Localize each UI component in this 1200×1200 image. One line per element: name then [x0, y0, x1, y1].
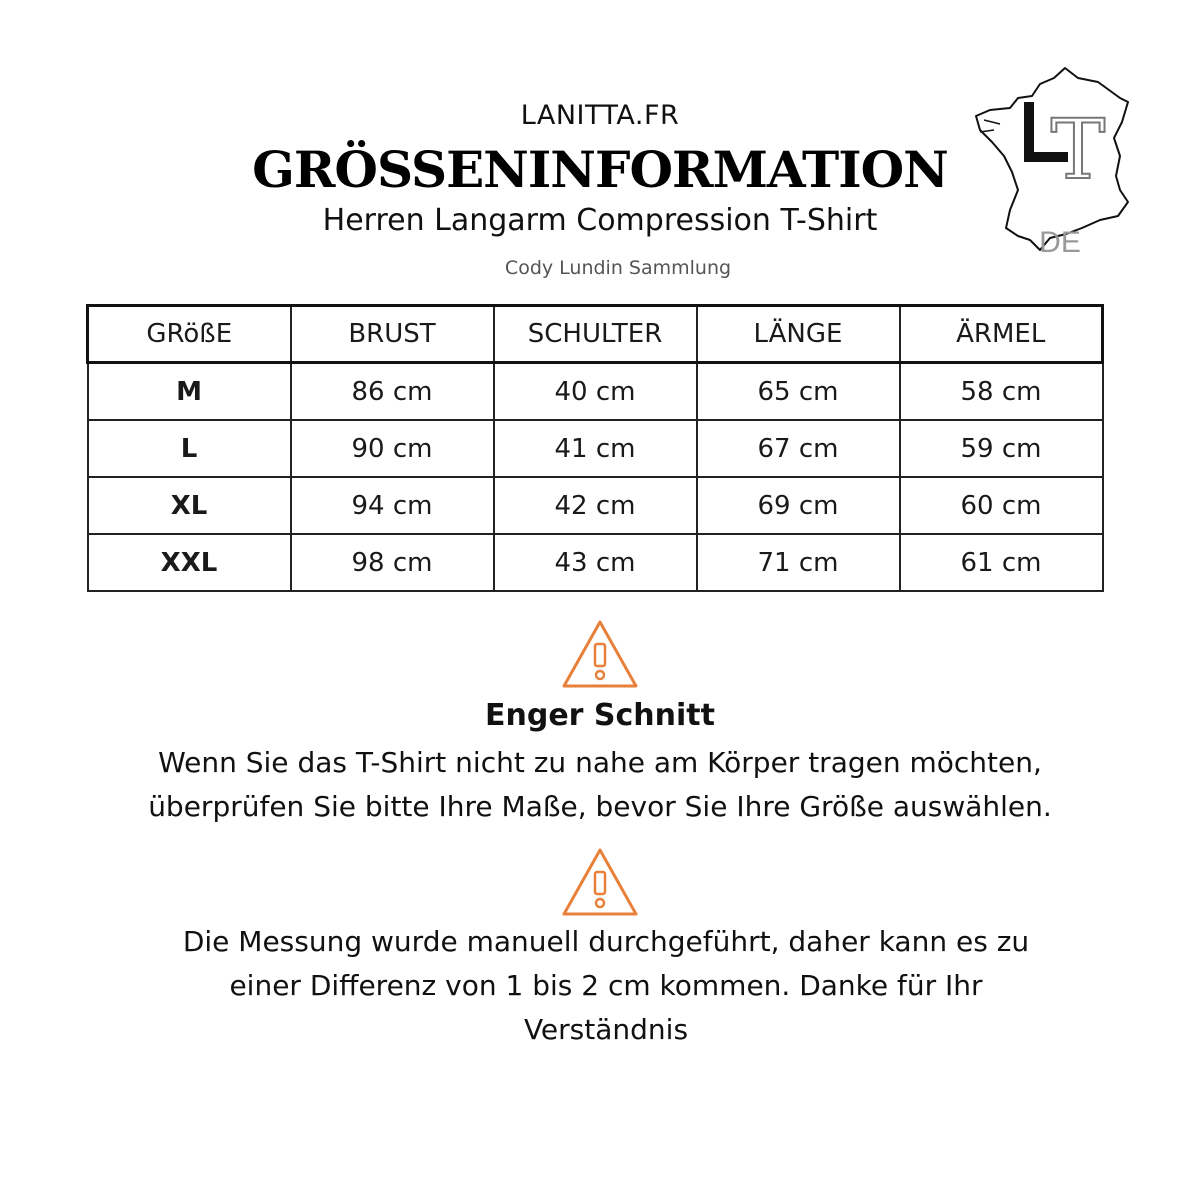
size-cell: M	[88, 363, 291, 421]
warning-triangle-icon	[560, 846, 640, 918]
fit-notice-line: Wenn Sie das T-Shirt nicht zu nahe am Körper tragen möchten,	[158, 746, 1042, 779]
header-size: GRößE	[88, 306, 291, 363]
table-row	[88, 477, 1103, 534]
site-name: LANITTA.FR	[520, 100, 680, 131]
header-sleeve: ÄRMEL	[900, 306, 1103, 363]
table-header-row	[88, 306, 1103, 363]
length-cell: 67 cm	[697, 420, 900, 477]
measurement-notice-line: Verständnis	[523, 1013, 689, 1046]
sleeve-cell: 61 cm	[900, 534, 1103, 591]
france-map-logo-icon	[970, 60, 1140, 265]
product-subtitle: Herren Langarm Compression T-Shirt	[322, 203, 878, 238]
size-table	[86, 304, 1104, 592]
table-row	[88, 420, 1103, 477]
svg-text:T: T	[1050, 103, 1106, 198]
chest-cell: 90 cm	[291, 420, 494, 477]
measurement-notice	[6, 920, 1200, 1052]
chest-cell: 94 cm	[291, 477, 494, 534]
length-cell: 69 cm	[697, 477, 900, 534]
collection-label: Cody Lundin Sammlung	[504, 257, 732, 279]
shoulder-cell: 40 cm	[494, 363, 697, 421]
measurement-notice-line: einer Differenz von 1 bis 2 cm kommen. Danke für Ihr	[229, 969, 983, 1002]
fit-heading: Enger Schnitt	[485, 698, 715, 733]
shoulder-cell: 43 cm	[494, 534, 697, 591]
header-length: LÄNGE	[697, 306, 900, 363]
shoulder-cell: 41 cm	[494, 420, 697, 477]
shoulder-cell: 42 cm	[494, 477, 697, 534]
logo-country-code: DE	[1039, 226, 1081, 259]
sleeve-cell: 59 cm	[900, 420, 1103, 477]
chest-cell: 98 cm	[291, 534, 494, 591]
table-row	[88, 363, 1103, 421]
sleeve-cell: 60 cm	[900, 477, 1103, 534]
page-title: GRÖSSENINFORMATION	[252, 140, 948, 199]
fit-notice	[0, 741, 1200, 829]
chest-cell: 86 cm	[291, 363, 494, 421]
length-cell: 65 cm	[697, 363, 900, 421]
size-cell: XXL	[88, 534, 291, 591]
fit-notice-line: überprüfen Sie bitte Ihre Maße, bevor Sie Ihre Größe auswählen.	[148, 790, 1052, 823]
sleeve-cell: 58 cm	[900, 363, 1103, 421]
size-cell: XL	[88, 477, 291, 534]
measurement-notice-line: Die Messung wurde manuell durchgeführt, daher kann es zu	[182, 925, 1030, 958]
header-chest: BRUST	[291, 306, 494, 363]
table-row	[88, 534, 1103, 591]
size-cell: L	[88, 420, 291, 477]
header-shoulder: SCHULTER	[494, 306, 697, 363]
length-cell: 71 cm	[697, 534, 900, 591]
warning-triangle-icon	[560, 618, 640, 690]
brand-logo	[970, 60, 1140, 265]
